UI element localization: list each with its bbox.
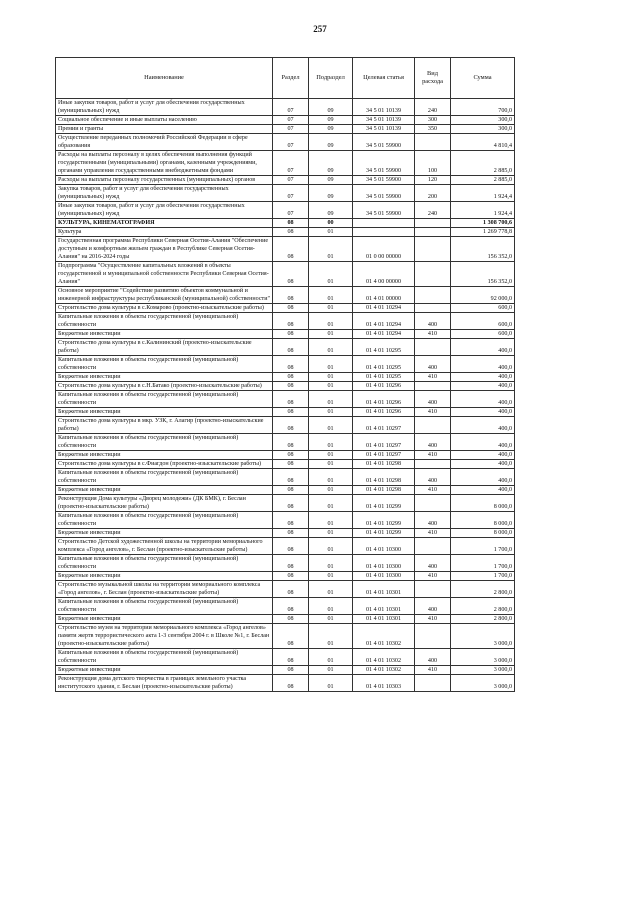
row-exp-type <box>415 581 451 598</box>
row-exp-type: 400 <box>415 313 451 330</box>
row-section: 08 <box>273 434 309 451</box>
row-exp-type: 400 <box>415 512 451 529</box>
row-section: 07 <box>273 151 309 176</box>
row-name: Строительство дома культуры в с.Н.Батако (проектно-изыскательские работы) <box>56 382 273 391</box>
row-name: Основное мероприятие "Содействие развитию объектов коммунальной и инженерной инфраструктуры республиканской (муниципальной) собственности" <box>56 287 273 304</box>
row-amount: 400,0 <box>451 451 515 460</box>
row-exp-type <box>415 287 451 304</box>
row-amount: 700,0 <box>451 99 515 116</box>
row-target: 01 4 01 10300 <box>353 572 415 581</box>
table-row <box>56 512 515 529</box>
table-row <box>56 176 515 185</box>
row-target: 01 4 01 10298 <box>353 469 415 486</box>
row-amount: 1 700,0 <box>451 555 515 572</box>
row-name: Строительство дома культуры в с.Калининский (проектно-изыскательские работы) <box>56 339 273 356</box>
row-subsection: 01 <box>309 666 353 675</box>
row-subsection: 01 <box>309 555 353 572</box>
row-target: 01 4 01 10302 <box>353 666 415 675</box>
row-target: 01 4 01 10297 <box>353 451 415 460</box>
row-exp-type: 300 <box>415 116 451 125</box>
row-name: Премии и гранты <box>56 125 273 134</box>
table-row <box>56 287 515 304</box>
row-target: 01 4 01 10297 <box>353 434 415 451</box>
table-row <box>56 615 515 624</box>
row-exp-type: 410 <box>415 486 451 495</box>
row-exp-type <box>415 675 451 692</box>
row-amount: 92 000,0 <box>451 287 515 304</box>
row-target: 34 5 01 10139 <box>353 125 415 134</box>
row-section: 08 <box>273 228 309 237</box>
row-exp-type: 400 <box>415 356 451 373</box>
table-row <box>56 382 515 391</box>
row-section: 08 <box>273 495 309 512</box>
row-target: 01 4 01 10294 <box>353 313 415 330</box>
table-body <box>56 99 515 692</box>
row-target <box>353 228 415 237</box>
row-name: Строительство дома культуры в с.Фиагдон (проектно-изыскательские работы) <box>56 460 273 469</box>
row-name: Капитальные вложения в объекты государственной (муниципальной) собственности <box>56 434 273 451</box>
header-amount: Сумма <box>451 58 515 99</box>
row-section: 08 <box>273 486 309 495</box>
row-subsection: 01 <box>309 529 353 538</box>
row-amount: 4 810,4 <box>451 134 515 151</box>
row-section: 07 <box>273 202 309 219</box>
row-name: Культура <box>56 228 273 237</box>
row-amount: 600,0 <box>451 313 515 330</box>
row-name: Бюджетные инвестиции <box>56 529 273 538</box>
row-exp-type: 410 <box>415 572 451 581</box>
row-subsection: 09 <box>309 151 353 176</box>
budget-table <box>55 57 515 692</box>
row-section: 08 <box>273 262 309 287</box>
row-section: 07 <box>273 134 309 151</box>
row-exp-type <box>415 304 451 313</box>
table-row <box>56 434 515 451</box>
row-exp-type <box>415 460 451 469</box>
table-row <box>56 237 515 262</box>
row-subsection: 01 <box>309 330 353 339</box>
row-target: 01 4 01 10302 <box>353 624 415 649</box>
row-section: 08 <box>273 287 309 304</box>
row-target: 01 4 01 10298 <box>353 486 415 495</box>
row-exp-type <box>415 382 451 391</box>
header-section: Раздел <box>273 58 309 99</box>
row-subsection: 00 <box>309 219 353 228</box>
row-section: 08 <box>273 237 309 262</box>
row-exp-type: 400 <box>415 598 451 615</box>
row-amount: 8 000,0 <box>451 512 515 529</box>
row-subsection: 01 <box>309 287 353 304</box>
row-name: Бюджетные инвестиции <box>56 408 273 417</box>
row-subsection: 01 <box>309 512 353 529</box>
row-amount: 156 352,0 <box>451 237 515 262</box>
row-exp-type <box>415 495 451 512</box>
row-target: 01 4 01 10298 <box>353 460 415 469</box>
row-section: 08 <box>273 330 309 339</box>
row-section: 08 <box>273 529 309 538</box>
row-section: 08 <box>273 624 309 649</box>
row-subsection: 01 <box>309 486 353 495</box>
row-subsection: 09 <box>309 134 353 151</box>
row-name: Капитальные вложения в объекты государственной (муниципальной) собственности <box>56 469 273 486</box>
row-exp-type: 410 <box>415 666 451 675</box>
row-amount: 1 924,4 <box>451 185 515 202</box>
row-amount: 2 800,0 <box>451 615 515 624</box>
row-name: Бюджетные инвестиции <box>56 330 273 339</box>
row-target: 01 4 01 10294 <box>353 330 415 339</box>
row-name: Капитальные вложения в объекты государственной (муниципальной) собственности <box>56 598 273 615</box>
table-row <box>56 391 515 408</box>
row-amount: 3 000,0 <box>451 675 515 692</box>
row-section: 08 <box>273 313 309 330</box>
row-subsection: 01 <box>309 495 353 512</box>
row-amount: 600,0 <box>451 304 515 313</box>
row-section: 08 <box>273 408 309 417</box>
table-row <box>56 125 515 134</box>
table-row <box>56 417 515 434</box>
row-amount: 400,0 <box>451 373 515 382</box>
row-section: 08 <box>273 373 309 382</box>
header-exp-type: Вид расхода <box>415 58 451 99</box>
row-exp-type: 410 <box>415 529 451 538</box>
row-subsection: 01 <box>309 408 353 417</box>
row-section: 08 <box>273 666 309 675</box>
row-target: 01 4 00 00000 <box>353 262 415 287</box>
row-target: 01 4 01 10303 <box>353 675 415 692</box>
row-exp-type: 400 <box>415 434 451 451</box>
table-row <box>56 581 515 598</box>
row-exp-type <box>415 538 451 555</box>
row-target: 01 4 01 10295 <box>353 339 415 356</box>
row-subsection: 01 <box>309 675 353 692</box>
table-row <box>56 555 515 572</box>
row-amount: 400,0 <box>451 460 515 469</box>
row-name: Капитальные вложения в объекты государственной (муниципальной) собственности <box>56 649 273 666</box>
row-subsection: 09 <box>309 185 353 202</box>
row-target: 01 4 01 10301 <box>353 615 415 624</box>
row-section: 08 <box>273 512 309 529</box>
row-name: Расходы на выплаты персоналу в целях обеспечения выполнения функций государственными (муниципальными) органами, казенными учреждениями, органами управления государственными внебюджетными фондами <box>56 151 273 176</box>
row-name: Бюджетные инвестиции <box>56 451 273 460</box>
row-amount: 2 885,0 <box>451 151 515 176</box>
row-section: 08 <box>273 675 309 692</box>
row-subsection: 09 <box>309 202 353 219</box>
row-exp-type: 240 <box>415 202 451 219</box>
table-row <box>56 304 515 313</box>
row-subsection: 01 <box>309 228 353 237</box>
row-amount: 400,0 <box>451 417 515 434</box>
row-target: 01 4 01 10300 <box>353 538 415 555</box>
row-name: Государственная программа Республики Северная Осетия-Алания "Обеспечение доступным и комфортным жильем граждан в Республике Северная Осетия-Алания" на 2016-2024 годы <box>56 237 273 262</box>
row-target: 01 4 01 10297 <box>353 417 415 434</box>
row-exp-type <box>415 624 451 649</box>
row-amount: 1 924,4 <box>451 202 515 219</box>
row-name: Закупка товаров, работ и услуг для обеспечения государственных (муниципальных) нужд <box>56 185 273 202</box>
row-section: 08 <box>273 615 309 624</box>
table-row <box>56 675 515 692</box>
row-exp-type: 410 <box>415 330 451 339</box>
row-exp-type: 410 <box>415 451 451 460</box>
row-target: 01 4 01 10296 <box>353 408 415 417</box>
page-number: 257 <box>313 24 327 34</box>
row-exp-type <box>415 228 451 237</box>
row-amount: 1 700,0 <box>451 538 515 555</box>
row-target: 01 4 01 10299 <box>353 529 415 538</box>
row-subsection: 09 <box>309 176 353 185</box>
row-section: 08 <box>273 391 309 408</box>
table-row <box>56 486 515 495</box>
row-exp-type <box>415 262 451 287</box>
header-name: Наименование <box>56 58 273 99</box>
row-name: Бюджетные инвестиции <box>56 373 273 382</box>
table-row <box>56 495 515 512</box>
row-amount: 8 000,0 <box>451 529 515 538</box>
row-subsection: 09 <box>309 99 353 116</box>
header-subsection: Подраздел <box>309 58 353 99</box>
row-name: Бюджетные инвестиции <box>56 486 273 495</box>
table-row <box>56 598 515 615</box>
row-name: Капитальные вложения в объекты государственной (муниципальной) собственности <box>56 555 273 572</box>
table-row <box>56 649 515 666</box>
row-section: 08 <box>273 417 309 434</box>
row-target: 01 4 01 10295 <box>353 373 415 382</box>
row-exp-type: 410 <box>415 408 451 417</box>
row-subsection: 01 <box>309 417 353 434</box>
row-name: Строительство дома культуры в с.Комарово (проектно-изыскательские работы) <box>56 304 273 313</box>
row-amount: 400,0 <box>451 408 515 417</box>
row-amount: 2 885,0 <box>451 176 515 185</box>
row-amount: 400,0 <box>451 356 515 373</box>
row-exp-type: 400 <box>415 391 451 408</box>
table-row <box>56 451 515 460</box>
row-subsection: 01 <box>309 391 353 408</box>
table-row <box>56 460 515 469</box>
row-section: 07 <box>273 116 309 125</box>
row-target: 34 5 01 59900 <box>353 202 415 219</box>
row-exp-type: 400 <box>415 555 451 572</box>
row-exp-type <box>415 339 451 356</box>
row-name: Иные закупки товаров, работ и услуг для обеспечения государственных (муниципальных) нужд <box>56 202 273 219</box>
table-row <box>56 624 515 649</box>
row-name: Иные закупки товаров, работ и услуг для обеспечения государственных (муниципальных) нужд <box>56 99 273 116</box>
row-target: 01 4 01 10299 <box>353 512 415 529</box>
row-exp-type: 240 <box>415 99 451 116</box>
row-exp-type <box>415 219 451 228</box>
row-section: 07 <box>273 125 309 134</box>
row-amount: 400,0 <box>451 434 515 451</box>
table-header-row <box>56 58 515 99</box>
row-subsection: 01 <box>309 598 353 615</box>
row-name: Капитальные вложения в объекты государственной (муниципальной) собственности <box>56 356 273 373</box>
table-row <box>56 373 515 382</box>
row-target: 01 4 01 10296 <box>353 391 415 408</box>
row-section: 08 <box>273 469 309 486</box>
row-target: 01 4 01 10300 <box>353 555 415 572</box>
row-amount: 300,0 <box>451 116 515 125</box>
row-exp-type: 200 <box>415 185 451 202</box>
row-section: 08 <box>273 649 309 666</box>
table-row <box>56 330 515 339</box>
row-subsection: 09 <box>309 125 353 134</box>
table-row <box>56 339 515 356</box>
row-name: Бюджетные инвестиции <box>56 666 273 675</box>
row-exp-type: 400 <box>415 469 451 486</box>
row-amount: 600,0 <box>451 330 515 339</box>
row-subsection: 01 <box>309 460 353 469</box>
header-target: Целевая статья <box>353 58 415 99</box>
row-target: 34 5 01 10139 <box>353 99 415 116</box>
row-target: 01 4 01 10295 <box>353 356 415 373</box>
row-section: 07 <box>273 99 309 116</box>
row-amount: 400,0 <box>451 382 515 391</box>
row-amount: 400,0 <box>451 486 515 495</box>
table-row <box>56 356 515 373</box>
row-name: Осуществление переданных полномочий Российской Федерации в сфере образования <box>56 134 273 151</box>
row-amount: 1 700,0 <box>451 572 515 581</box>
row-exp-type: 410 <box>415 373 451 382</box>
row-amount: 300,0 <box>451 125 515 134</box>
table-row <box>56 666 515 675</box>
row-subsection: 01 <box>309 451 353 460</box>
table-row <box>56 134 515 151</box>
row-target: 01 0 00 00000 <box>353 237 415 262</box>
row-name: Строительство музыкальной школы на территории мемориального комплекса «Город ангелов», г. Беслан (проектно-изыскательские работы) <box>56 581 273 598</box>
row-target: 34 5 01 59900 <box>353 185 415 202</box>
table-row <box>56 469 515 486</box>
row-amount: 400,0 <box>451 469 515 486</box>
row-target: 01 4 01 10299 <box>353 495 415 512</box>
row-subsection: 01 <box>309 373 353 382</box>
row-name: Бюджетные инвестиции <box>56 615 273 624</box>
row-subsection: 01 <box>309 262 353 287</box>
row-subsection: 01 <box>309 304 353 313</box>
row-section: 08 <box>273 572 309 581</box>
row-exp-type <box>415 237 451 262</box>
row-subsection: 01 <box>309 572 353 581</box>
row-exp-type: 410 <box>415 615 451 624</box>
row-section: 08 <box>273 304 309 313</box>
row-amount: 400,0 <box>451 339 515 356</box>
row-name: Капитальные вложения в объекты государственной (муниципальной) собственности <box>56 313 273 330</box>
row-subsection: 01 <box>309 339 353 356</box>
row-name: Реконструкция Дома культуры «Дворец молодежи» (ДК БМК), г. Беслан (проектно-изыскательские работы) <box>56 495 273 512</box>
row-name: КУЛЬТУРА, КИНЕМАТОГРАФИЯ <box>56 219 273 228</box>
row-target: 34 5 01 59900 <box>353 176 415 185</box>
row-name: Расходы на выплаты персоналу государственных (муниципальных) органов <box>56 176 273 185</box>
row-exp-type <box>415 417 451 434</box>
row-exp-type: 350 <box>415 125 451 134</box>
row-name: Подпрограмма "Осуществление капитальных вложений в объекты государственной и муниципальной собственности Республики Северная Осетия-Алания" <box>56 262 273 287</box>
row-section: 08 <box>273 555 309 572</box>
row-amount: 156 352,0 <box>451 262 515 287</box>
row-amount: 400,0 <box>451 391 515 408</box>
row-subsection: 01 <box>309 649 353 666</box>
table-row <box>56 572 515 581</box>
table-row <box>56 151 515 176</box>
row-section: 08 <box>273 219 309 228</box>
table-row <box>56 116 515 125</box>
row-amount: 8 000,0 <box>451 495 515 512</box>
row-name: Бюджетные инвестиции <box>56 572 273 581</box>
row-section: 08 <box>273 356 309 373</box>
row-target: 34 5 01 59900 <box>353 151 415 176</box>
row-subsection: 01 <box>309 469 353 486</box>
row-amount: 3 000,0 <box>451 624 515 649</box>
row-amount: 2 800,0 <box>451 581 515 598</box>
row-subsection: 01 <box>309 434 353 451</box>
table-row <box>56 99 515 116</box>
row-subsection: 01 <box>309 538 353 555</box>
row-target: 01 4 01 10301 <box>353 581 415 598</box>
row-target <box>353 219 415 228</box>
row-name: Капитальные вложения в объекты государственной (муниципальной) собственности <box>56 512 273 529</box>
row-subsection: 01 <box>309 356 353 373</box>
row-section: 08 <box>273 451 309 460</box>
row-subsection: 01 <box>309 624 353 649</box>
row-target: 01 4 01 10294 <box>353 304 415 313</box>
row-exp-type <box>415 134 451 151</box>
row-target: 01 4 01 10296 <box>353 382 415 391</box>
row-section: 08 <box>273 460 309 469</box>
row-amount: 2 800,0 <box>451 598 515 615</box>
row-subsection: 01 <box>309 382 353 391</box>
row-name: Строительство Детской художественной школы на территории мемориального комплекса «Город ангелов», г. Беслан (проектно-изыскательские работы) <box>56 538 273 555</box>
row-name: Социальное обеспечение и иные выплаты населению <box>56 116 273 125</box>
row-name: Строительство музея на территории мемориального комплекса «Город ангелов» памяти жертв террористического акта 1-3 сентября 2004 г. в Школе №1, г. Беслан (проектно-изыскательские работы) <box>56 624 273 649</box>
row-subsection: 01 <box>309 615 353 624</box>
row-name: Капитальные вложения в объекты государственной (муниципальной) собственности <box>56 391 273 408</box>
row-exp-type: 120 <box>415 176 451 185</box>
row-exp-type: 400 <box>415 649 451 666</box>
row-subsection: 01 <box>309 237 353 262</box>
row-subsection: 01 <box>309 581 353 598</box>
row-target: 01 4 01 00000 <box>353 287 415 304</box>
row-target: 34 5 01 59900 <box>353 134 415 151</box>
table-row <box>56 262 515 287</box>
row-section: 08 <box>273 581 309 598</box>
row-section: 08 <box>273 382 309 391</box>
row-amount: 3 000,0 <box>451 666 515 675</box>
row-section: 08 <box>273 339 309 356</box>
row-amount: 1 308 700,6 <box>451 219 515 228</box>
row-section: 07 <box>273 185 309 202</box>
row-target: 01 4 01 10301 <box>353 598 415 615</box>
row-section: 08 <box>273 538 309 555</box>
table-row <box>56 219 515 228</box>
row-target: 34 5 01 10139 <box>353 116 415 125</box>
row-name: Реконструкция дома детского творчества в границах земельного участка институтского здания, г. Беслан (проектно-изыскательские работы) <box>56 675 273 692</box>
row-subsection: 01 <box>309 313 353 330</box>
table-row <box>56 228 515 237</box>
row-subsection: 09 <box>309 116 353 125</box>
table-row <box>56 538 515 555</box>
row-section: 07 <box>273 176 309 185</box>
table-row <box>56 529 515 538</box>
table-row <box>56 185 515 202</box>
row-section: 08 <box>273 598 309 615</box>
table-row <box>56 313 515 330</box>
row-exp-type: 100 <box>415 151 451 176</box>
table-row <box>56 408 515 417</box>
row-amount: 1 269 778,8 <box>451 228 515 237</box>
row-amount: 3 000,0 <box>451 649 515 666</box>
row-target: 01 4 01 10302 <box>353 649 415 666</box>
table-row <box>56 202 515 219</box>
row-name: Строительство дома культуры в мкр. УЗК, г. Алагир (проектно-изыскательские работы) <box>56 417 273 434</box>
